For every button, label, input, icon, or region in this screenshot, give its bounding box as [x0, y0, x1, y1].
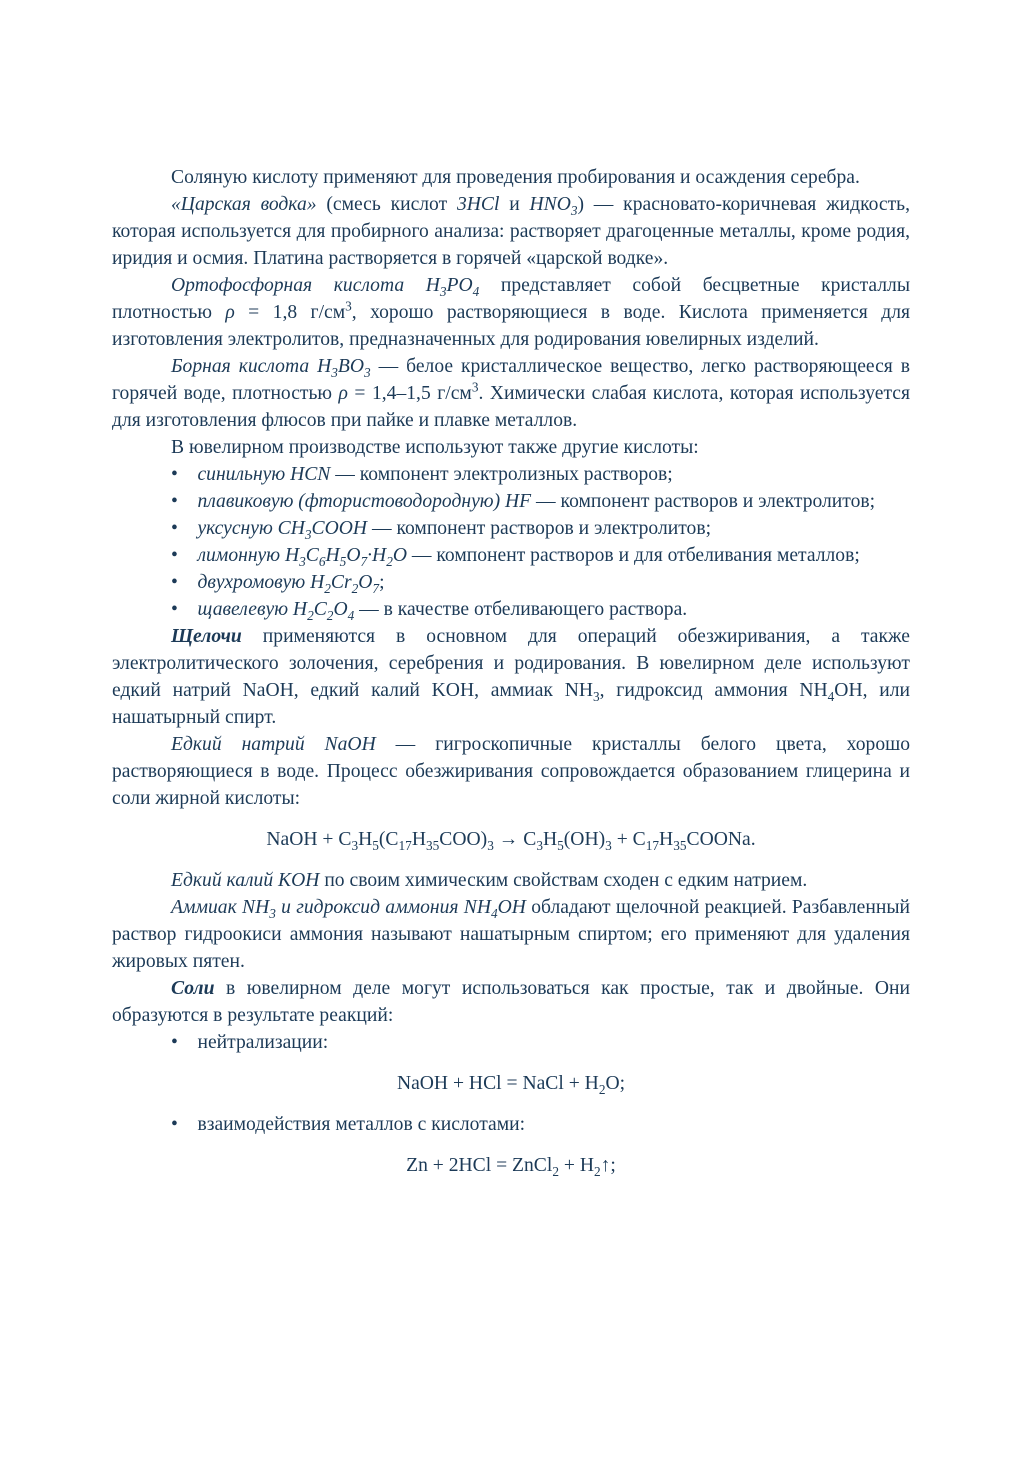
- paragraph: Едкий натрий NaOH — гигроскопичные кристаллы белого цвета, хорошо растворяющиеся в воде. Процесс обезжиривания сопровождается образованием глицерина и соли жирной кислоты:: [112, 734, 910, 809]
- paragraph: Ортофосфорная кислота $H_3PO_4$ представляет собой бесцветные кристаллы плотностью ρ = 1,8 $г/см^3$, хорошо растворяющиеся в воде. Кислота применяется для изготовления электролитов, предназначенных для родирования ювелирных изделий.: [112, 275, 910, 350]
- page-text-block: [112, 164, 910, 1179]
- bullet-item: • плавиковую (фтористоводородную) HF — компонент растворов и электролитов;: [171, 491, 876, 512]
- formula-line: Zn + 2HCl = ZnCl$_2$ + $H_2↑$;: [406, 1155, 616, 1179]
- paragraph: Щелочи применяются в основном для операций обезжиривания, а также электролитического золочения, серебрения и родирования. В ювелирном деле используют едкий натрий NaOH, едкий калий KOH, аммиак $NH_3$, гидроксид аммония $NH_4OH$, или нашатырный спирт.: [112, 626, 910, 728]
- bullet-item: • уксусную $CH_3COOH$ — компонент растворов и электролитов;: [171, 518, 712, 542]
- formula-line: NaOH + $C_3H_5(C_{17}H_{35}COO)_3 \to C_3H_5(OH)_3$ + $C_{17}H_{35}COONa$.: [266, 829, 756, 853]
- paragraph: Соляную кислоту применяют для проведения пробирования и осаждения серебра.: [171, 167, 860, 188]
- bullet-item: • лимонную $H_3C_6H_5O_7\cdot H_2O$ — компонент растворов и для отбеливания металлов;: [171, 545, 860, 569]
- paragraph: Соли в ювелирном деле могут использоваться как простые, так и двойные. Они образуются в результате реакций:: [112, 978, 910, 1026]
- bullet-item: • взаимодействия металлов с кислотами:: [171, 1114, 526, 1135]
- formula-line: NaOH + HCl = NaCl + $H_2O$;: [396, 1073, 626, 1097]
- paragraph: Борная кислота $H_3BO_3$ — белое кристаллическое вещество, легко растворяющееся в горячей воде, плотностью ρ = 1,4–1,5 $г/см^3$. Химически слабая кислота, которая используется для изготовления флюсов при пайке и плавке металлов.: [112, 356, 910, 431]
- paragraph: Аммиак $NH_3$ и гидроксид аммония $NH_4OH$ обладают щелочной реакцией. Разбавленный раствор гидроокиси аммония называют нашатырным спиртом; его применяют для удаления жировых пятен.: [112, 897, 910, 972]
- paragraph: В ювелирном производстве используют также другие кислоты:: [171, 437, 699, 458]
- bullet-item: • двухромовую $H_2Cr_2O_7$;: [171, 572, 385, 596]
- bullet-item: • нейтрализации:: [171, 1032, 329, 1053]
- bullet-item: • синильную HCN — компонент электролизных растворов;: [171, 464, 673, 485]
- bullet-item: • щавелевую $H_2C_2O_4$ — в качестве отбеливающего раствора.: [171, 599, 688, 623]
- paragraph: «Царская водка» (смесь кислот 3HCl и $HNO_3$) — красновато-коричневая жидкость, которая используется для пробирного анализа: растворяет драгоценные металлы, кроме родия, иридия и осмия. Платина растворяется в горячей «царской водке».: [112, 194, 910, 269]
- paragraph: Едкий калий KOH по своим химическим свойствам сходен с едким натрием.: [171, 870, 808, 891]
